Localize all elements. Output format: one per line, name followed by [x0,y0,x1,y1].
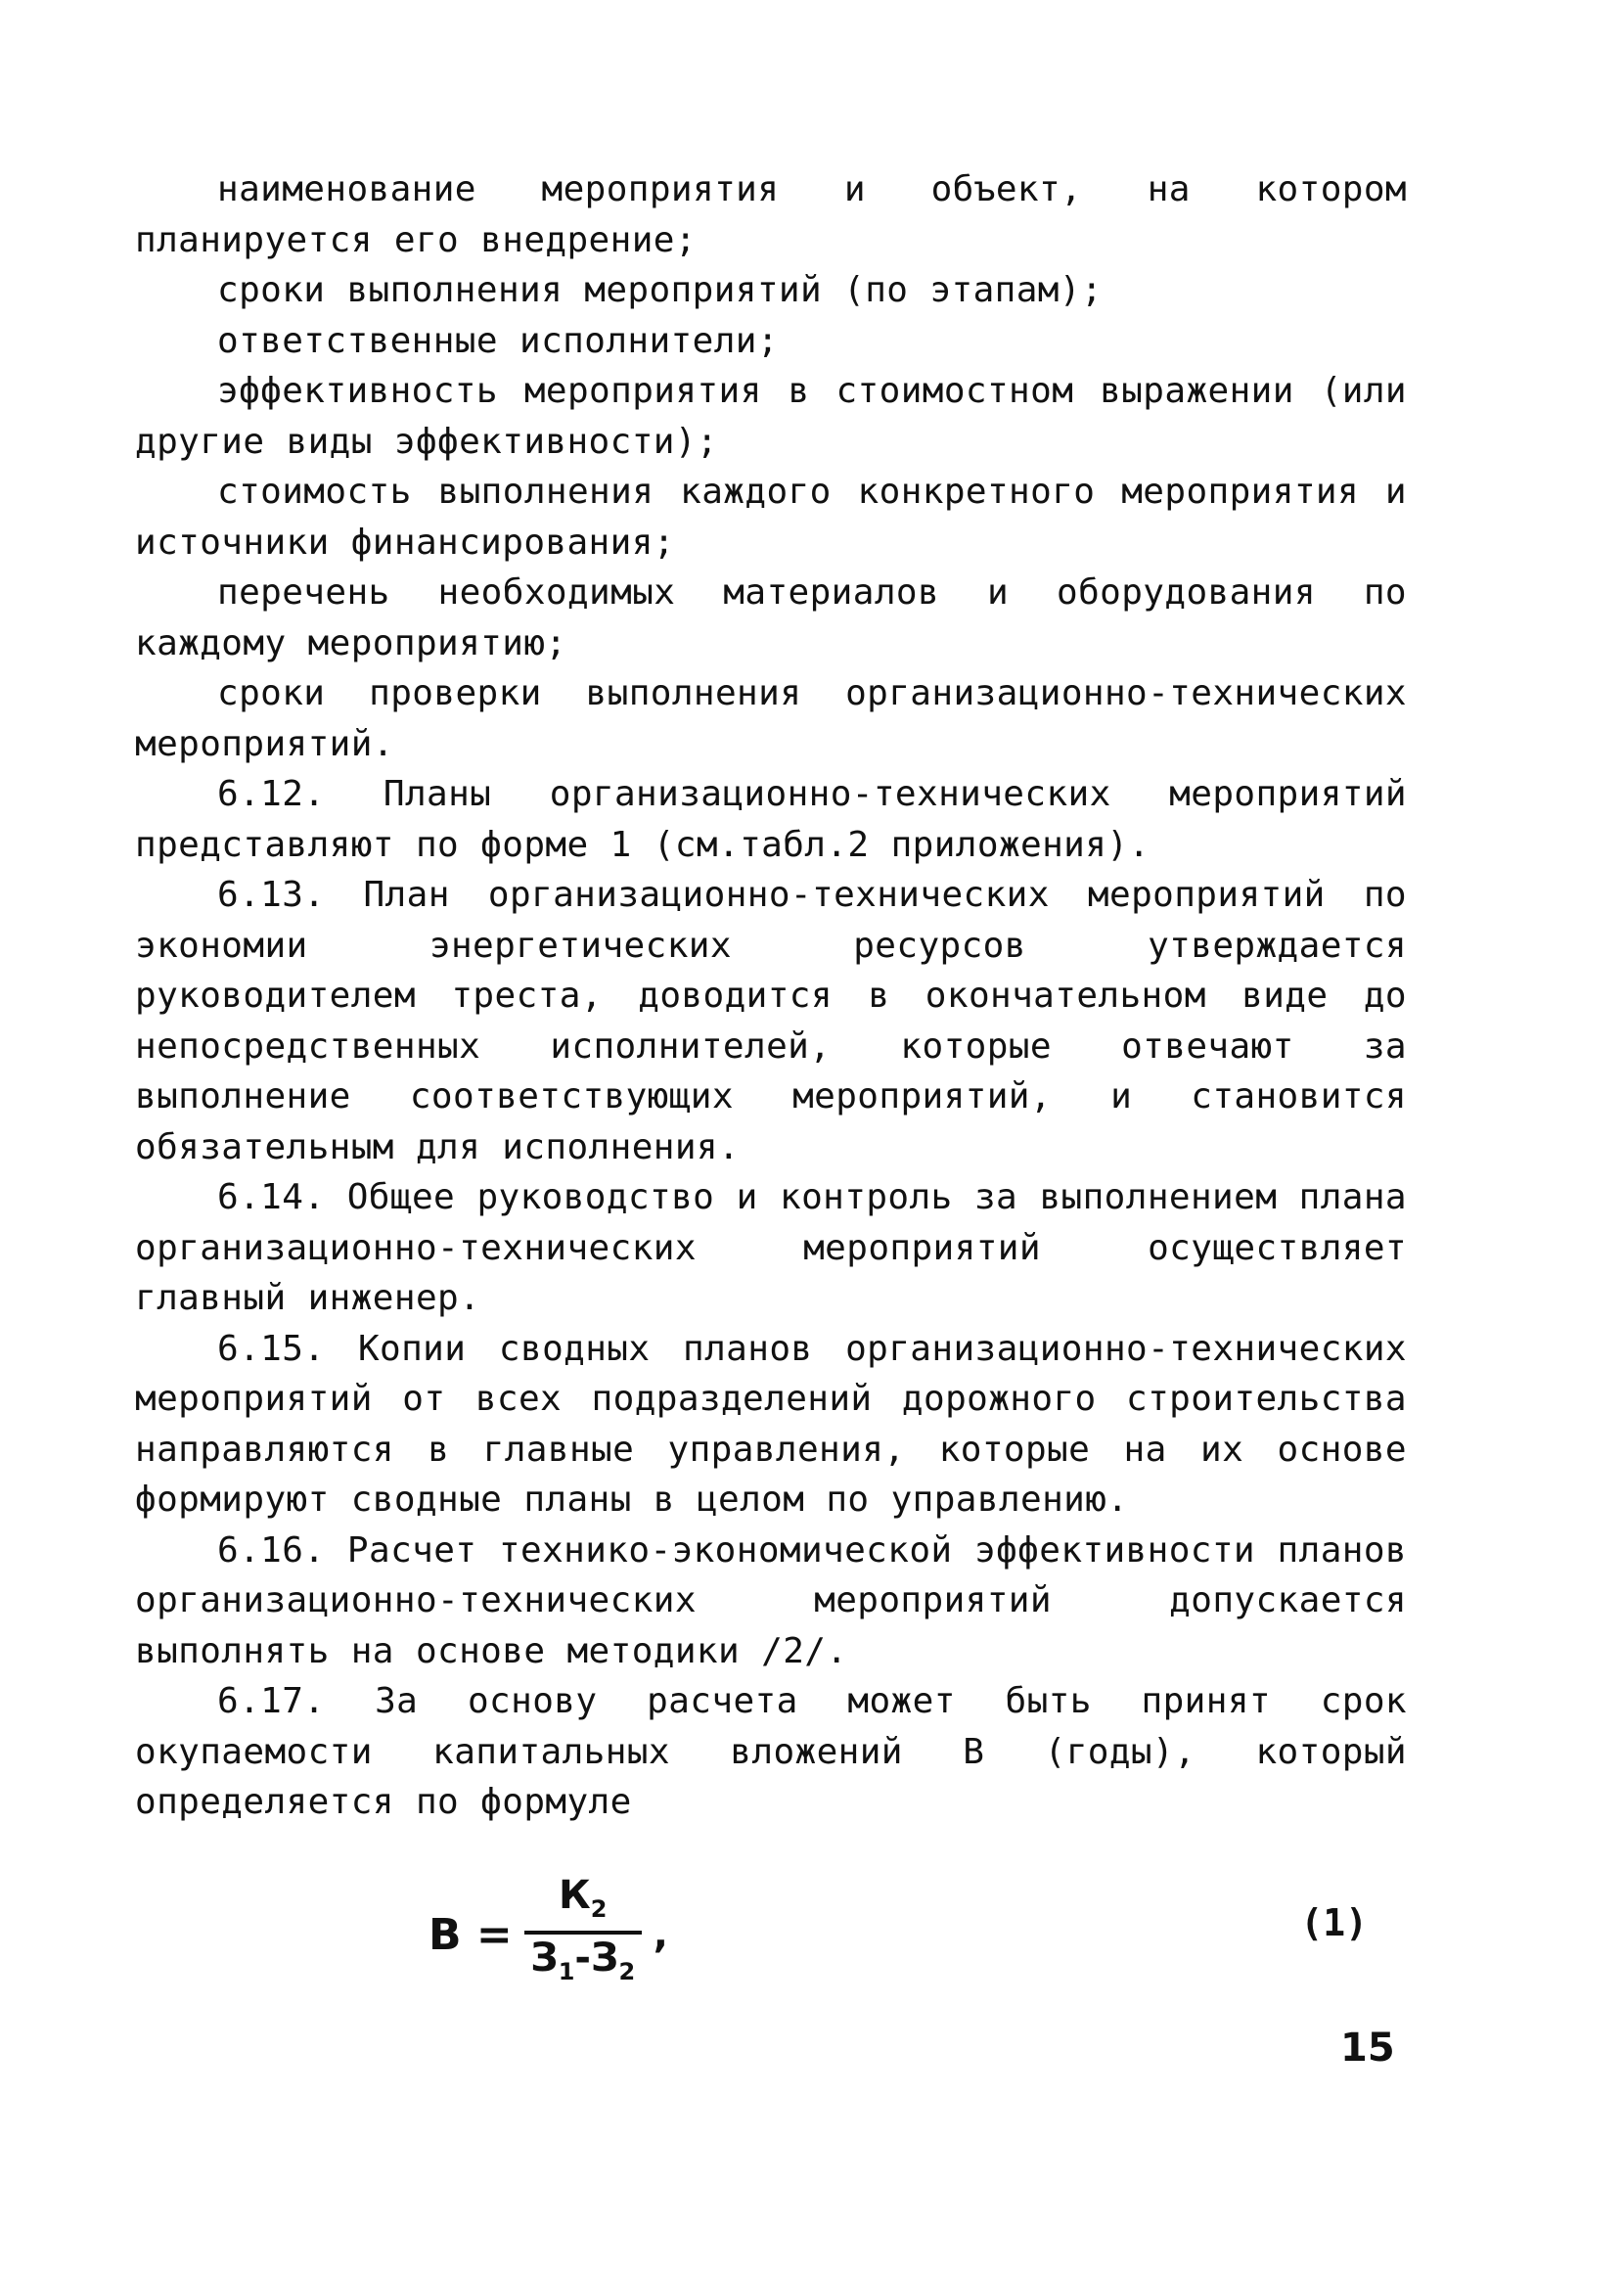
formula-comma: , [653,1912,668,1957]
paragraph: эффективность мероприятия в стоимостном выражении (или другие виды эффективности); [135,371,1407,462]
formula-fraction [524,1874,642,1995]
payback-formula [429,1874,668,1995]
paragraph: перечень необходимых материалов и оборудования по каждому мероприятию; [135,572,1407,663]
page-number: 15 [1340,2026,1395,2071]
formula-denominator: $З_1-З_2$ [530,1936,636,1985]
formula-numerator: $К_2$ [559,1873,608,1923]
equation-number: (1) [1300,1901,1368,1944]
paragraph: сроки проверки выполнения организационно-технических мероприятий. [135,673,1407,764]
paragraph: 6.12. Планы организационно-технических мероприятий представляют по форме 1 (см.табл.2 приложения). [135,774,1407,865]
paragraph: наименование мероприятия и объект, на котором планируется его внедрение; [135,169,1407,260]
paragraph: 6.14. Общее руководство и контроль за выполнением плана организационно-технических мероприятий осуществляет главный инженер. [135,1177,1407,1318]
formula-lhs: В = [429,1909,513,1960]
paragraph: 6.16. Расчет технико-экономической эффективности планов организационно-технических мероприятий допускается выполнять на основе методики /2/. [135,1529,1407,1671]
paragraph: сроки выполнения мероприятий (по этапам); [217,270,1104,310]
paragraph: 6.13. План организационно-технических мероприятий по экономии энергетических ресурсов утверждается руководителем треста, доводится в окончательном виде до непосредственных исполнителей, которые отвечают за выполнение соответствующих мероприятий, и становится обязательным для исполнения. [135,875,1407,1167]
formula-row [135,1873,1407,1985]
paragraph: 6.15. Копии сводных планов организационно-технических мероприятий от всех подразделений дорожного строительства направляются в главные управления, которые на их основе формируют сводные планы в целом по управлению. [135,1328,1407,1520]
body-text [135,164,1407,1828]
paragraph: стоимость выполнения каждого конкретного мероприятия и источники финансирования; [135,472,1407,563]
paragraph: ответственные исполнители; [217,320,779,361]
paragraph: 6.17. За основу расчета может быть принят срок окупаемости капитальных вложений В (годы), который определяется по формуле [135,1681,1407,1822]
